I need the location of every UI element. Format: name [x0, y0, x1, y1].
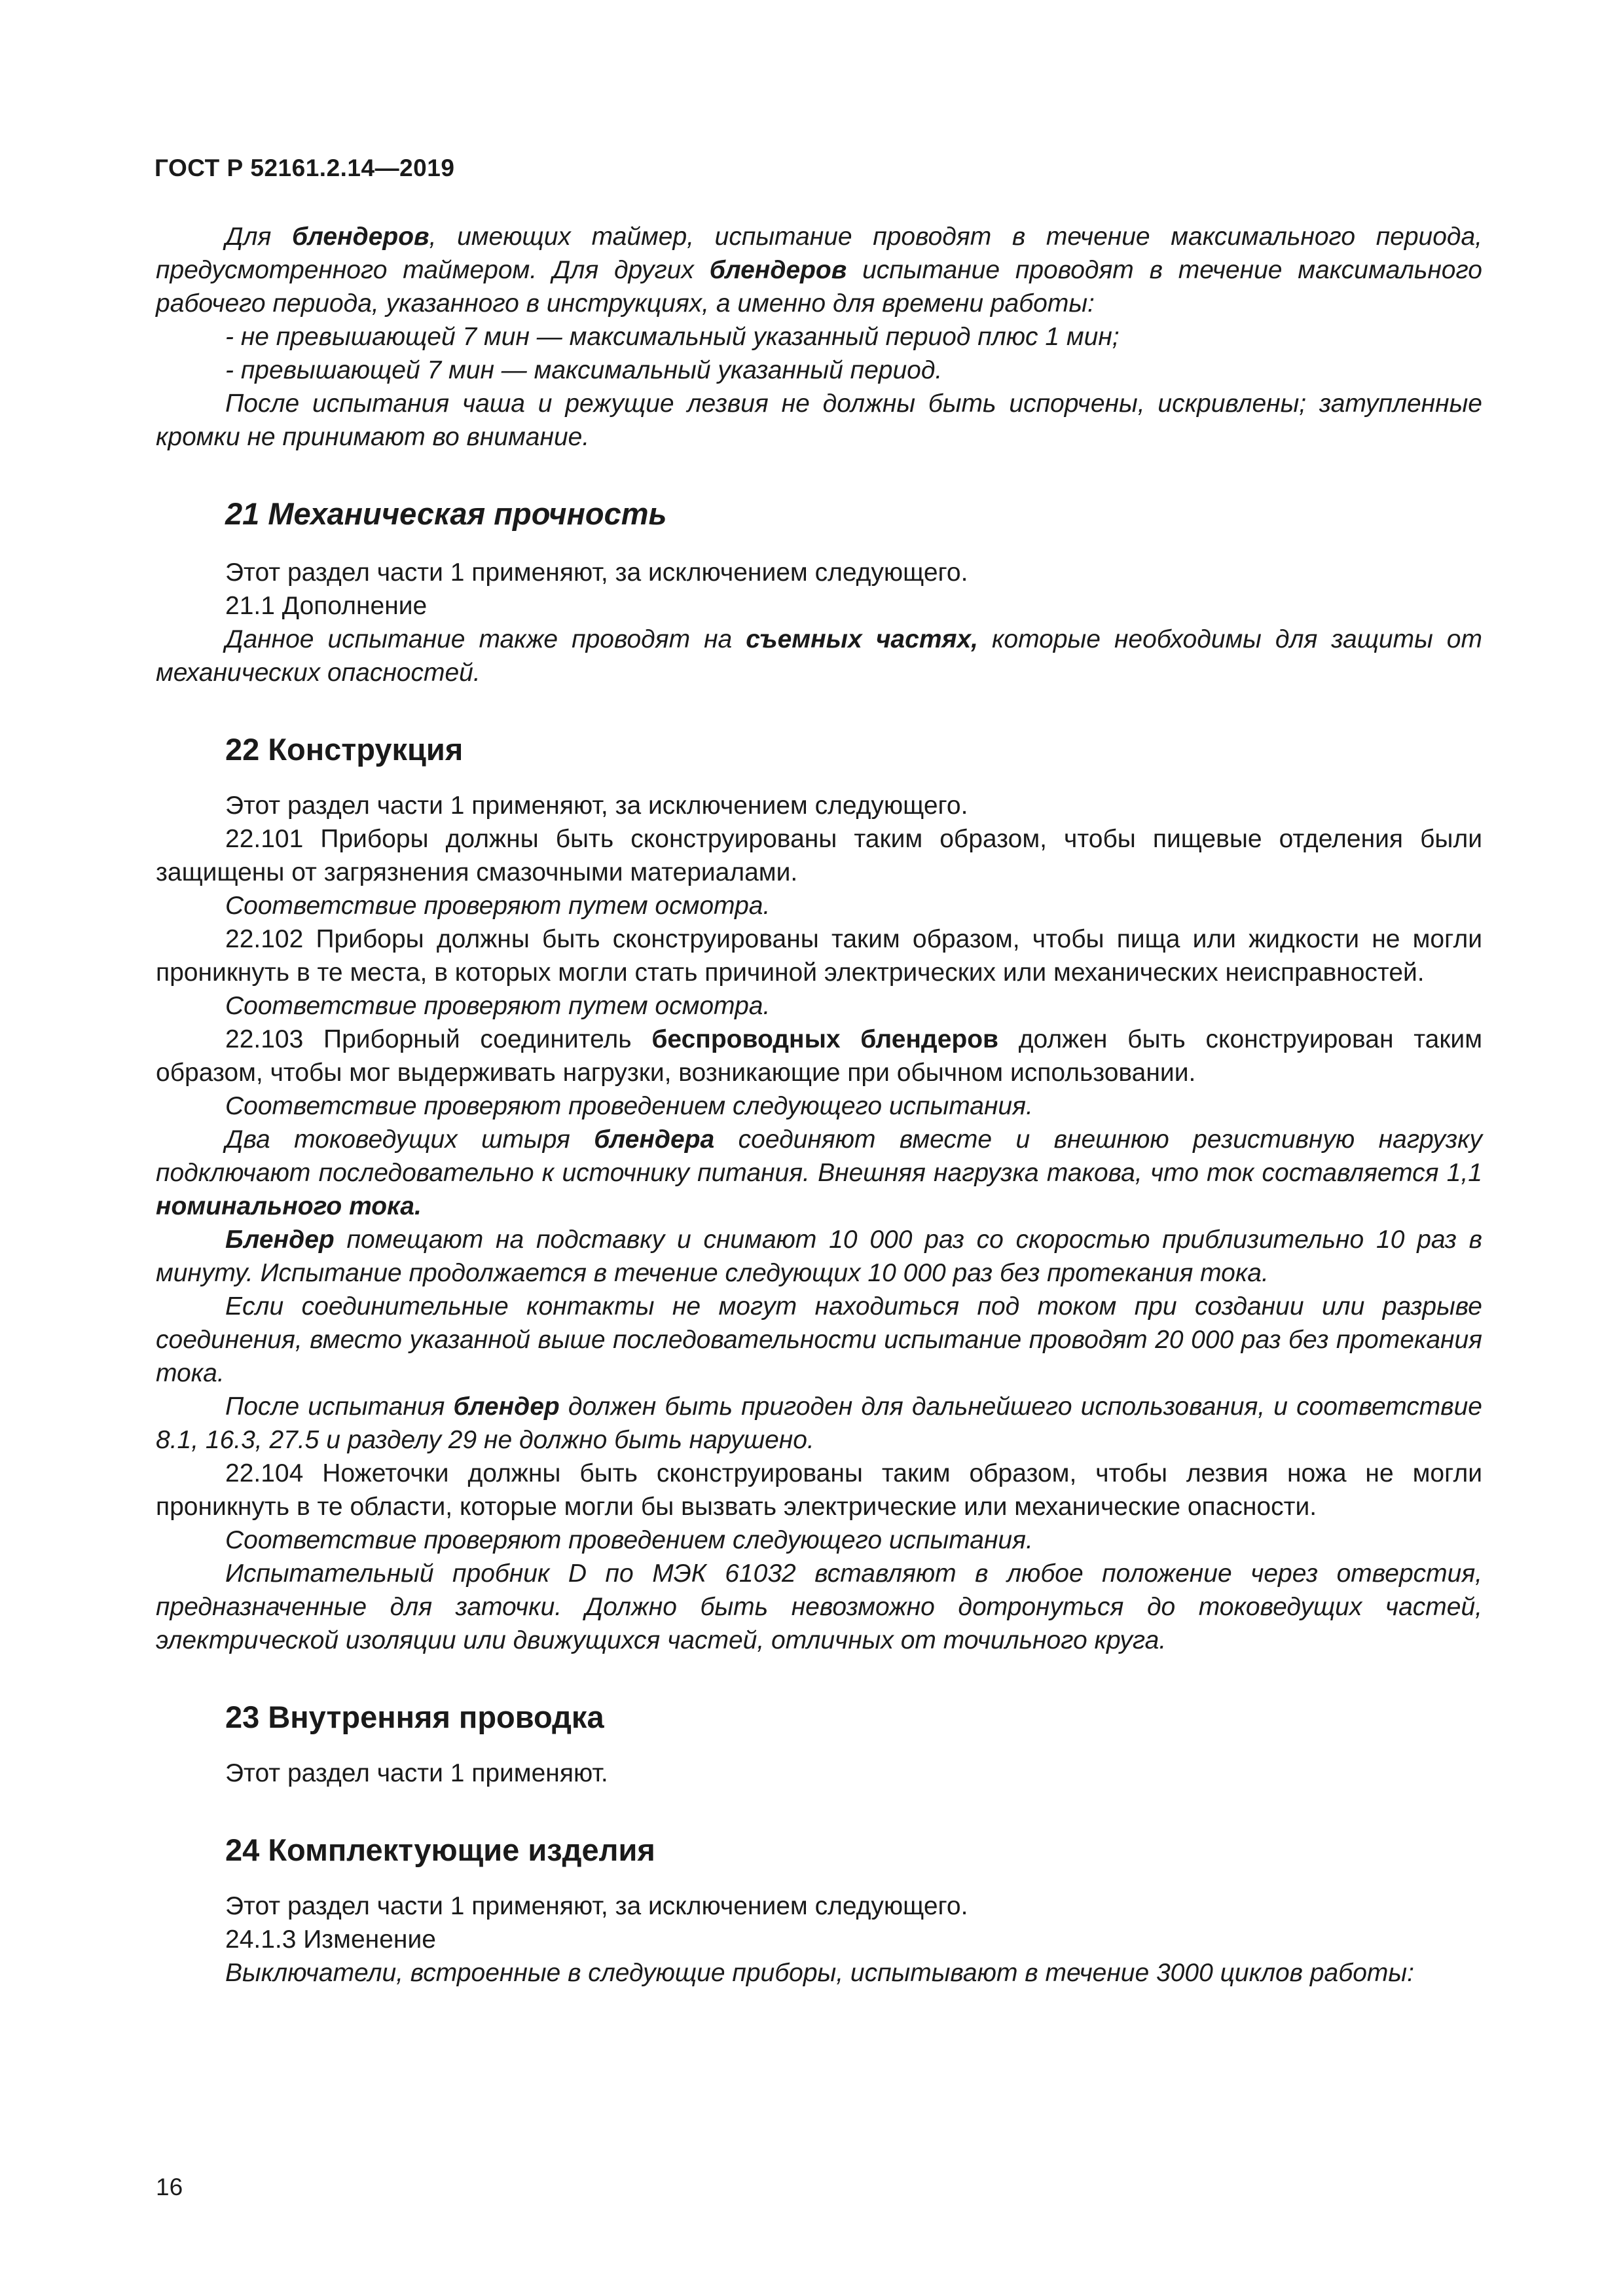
page-body: [156, 220, 1482, 1990]
clause: 22.102 Приборы должны быть сконструированы таким образом, чтобы пища или жидкости не могли проникнуть в те места, в которых могли стать причиной электрических или механических неисправностей.: [156, 925, 1482, 987]
paragraph: Соответствие проверяют путем осмотра.: [225, 892, 771, 920]
paragraph: Соответствие проверяют проведением следующего испытания.: [225, 1526, 1033, 1554]
clause-title: 24.1.3 Изменение: [225, 1925, 436, 1954]
section-heading-24: 24 Комплектующие изделия: [225, 1832, 655, 1867]
paragraph: Этот раздел части 1 применяют.: [225, 1759, 608, 1787]
clause-title: 21.1 Дополнение: [225, 592, 428, 620]
paragraph: Блендер помещают на подставку и снимают 10 000 раз со скоростью приблизительно 10 раз в минуту. Испытание продолжается в течение следующих 10 000 раз без протекания тока.: [156, 1226, 1482, 1287]
paragraph: Данное испытание также проводят на съемных частях, которые необходимы для защиты от механических опасностей.: [156, 625, 1482, 687]
paragraph: Выключатели, встроенные в следующие приборы, испытывают в течение 3000 циклов работы:: [225, 1959, 1414, 1987]
clause: 22.104 Ножеточки должны быть сконструированы таким образом, чтобы лезвия ножа не могли проникнуть в те области, которые могли бы вызвать электрические или механические опасности.: [156, 1459, 1482, 1521]
paragraph: После испытания блендер должен быть пригоден для дальнейшего использования, и соответствие 8.1, 16.3, 27.5 и разделу 29 не должно быть нарушено.: [156, 1393, 1482, 1454]
clause: 22.103 Приборный соединитель беспроводных блендеров должен быть сконструирован таким образом, чтобы мог выдерживать нагрузки, возникающие при обычном использовании.: [156, 1025, 1483, 1087]
section-heading-21: 21 Механическая прочность: [225, 496, 667, 531]
paragraph: Соответствие проверяют проведением следующего испытания.: [225, 1092, 1033, 1120]
paragraph: Испытательный пробник D по МЭК 61032 вставляют в любое положение через отверстия, предназначенные для заточки. Должно быть невозможно дотронуться до токоведущих частей, электрической изоляции или движущихся частей, отличных от точильного круга.: [156, 1559, 1482, 1654]
section-heading-23: 23 Внутренняя проводка: [225, 1700, 604, 1734]
paragraph: Для блендеров, имеющих таймер, испытание проводят в течение максимального периода, предусмотренного таймером. Для других блендеров испытание проводят в течение максимального рабочего периода, указанного в инструкциях, а именно для времени работы:: [156, 223, 1482, 318]
paragraph: Этот раздел части 1 применяют, за исключением следующего.: [225, 558, 968, 587]
paragraph: Соответствие проверяют путем осмотра.: [225, 992, 771, 1020]
paragraph: Этот раздел части 1 применяют, за исключением следующего.: [225, 792, 968, 820]
list-item: - превышающей 7 мин — максимальный указанный период.: [225, 356, 943, 384]
paragraph: Этот раздел части 1 применяют, за исключением следующего.: [225, 1892, 968, 1920]
document-header: ГОСТ Р 52161.2.14—2019: [155, 155, 455, 181]
clause: 22.101 Приборы должны быть сконструированы таким образом, чтобы пищевые отделения были защищены от загрязнения смазочными материалами.: [156, 825, 1482, 886]
paragraph: После испытания чаша и режущие лезвия не должны быть испорчены, искривлены; затупленные кромки не принимают во внимание.: [156, 390, 1482, 451]
paragraph: Если соединительные контакты не могут находиться под током при создании или разрыве соединения, вместо указанной выше последовательности испытание проводят 20 000 раз без протекания тока.: [156, 1292, 1482, 1387]
page-number: 16: [156, 2174, 183, 2200]
section-heading-22: 22 Конструкция: [225, 732, 464, 767]
paragraph: Два токоведущих штыря блендера соединяют вместе и внешнюю резистивную нагрузку подключают последовательно к источнику питания. Внешняя нагрузка такова, что ток составляется 1,1 номинального тока.: [156, 1125, 1482, 1220]
list-item: - не превышающей 7 мин — максимальный указанный период плюс 1 мин;: [225, 323, 1120, 351]
